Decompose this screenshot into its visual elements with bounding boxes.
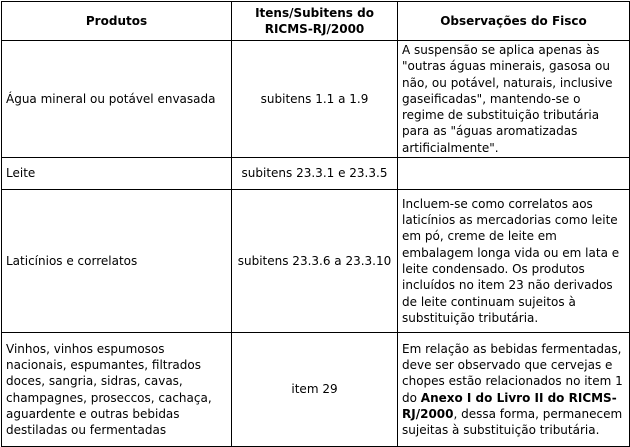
itens-cell: item 29	[232, 333, 398, 447]
itens-cell: subitens 23.3.6 a 23.3.10	[232, 190, 398, 333]
icms-table	[1, 1, 630, 447]
table-row	[2, 333, 630, 447]
table-row	[2, 158, 630, 190]
header-observacoes: Observações do Fisco	[398, 2, 630, 41]
header-itens: Itens/Subitens do RICMS-RJ/2000	[232, 2, 398, 41]
itens-cell: subitens 1.1 a 1.9	[232, 41, 398, 158]
observacao-cell	[398, 333, 630, 447]
table-row	[2, 41, 630, 158]
itens-cell: subitens 23.3.1 e 23.3.5	[232, 158, 398, 190]
header-produtos: Produtos	[2, 2, 232, 41]
observacao-cell: A suspensão se aplica apenas às "outras águas minerais, gasosa ou não, ou potável, naturais, inclusive gaseificadas", mantendo-se o regime de substituição tributária para as "águas aromatizadas artificialmente".	[398, 41, 630, 158]
produto-cell: Leite	[2, 158, 232, 190]
table-row	[2, 190, 630, 333]
observacao-text-part1: Em relação as bebidas fermentadas, deve ser observado que cervejas e chopes estão relacionados no item 1 do	[402, 341, 623, 405]
produto-cell: Vinhos, vinhos espumosos nacionais, espumantes, filtrados doces, sangria, sidras, cavas, champagnes, proseccos, cachaça, aguardente e outras bebidas destiladas ou fermentadas	[2, 333, 232, 447]
header-row	[2, 2, 630, 41]
observacao-cell: Incluem-se como correlatos aos laticínios as mercadorias como leite em pó, creme de leite em embalagem longa vida ou em lata e leite condensado. Os produtos incluídos no item 23 não derivados de leite continuam sujeitos à substituição tributária.	[398, 190, 630, 333]
observacao-cell	[398, 158, 630, 190]
observacao-text-part2: , dessa forma, permanecem sujeitas à substituição tributária.	[402, 406, 623, 438]
observacao-bold-reference: Anexo I do Livro II do RICMS-RJ/2000	[402, 390, 617, 421]
produto-cell: Água mineral ou potável envasada	[2, 41, 232, 158]
produto-cell: Laticínios e correlatos	[2, 190, 232, 333]
